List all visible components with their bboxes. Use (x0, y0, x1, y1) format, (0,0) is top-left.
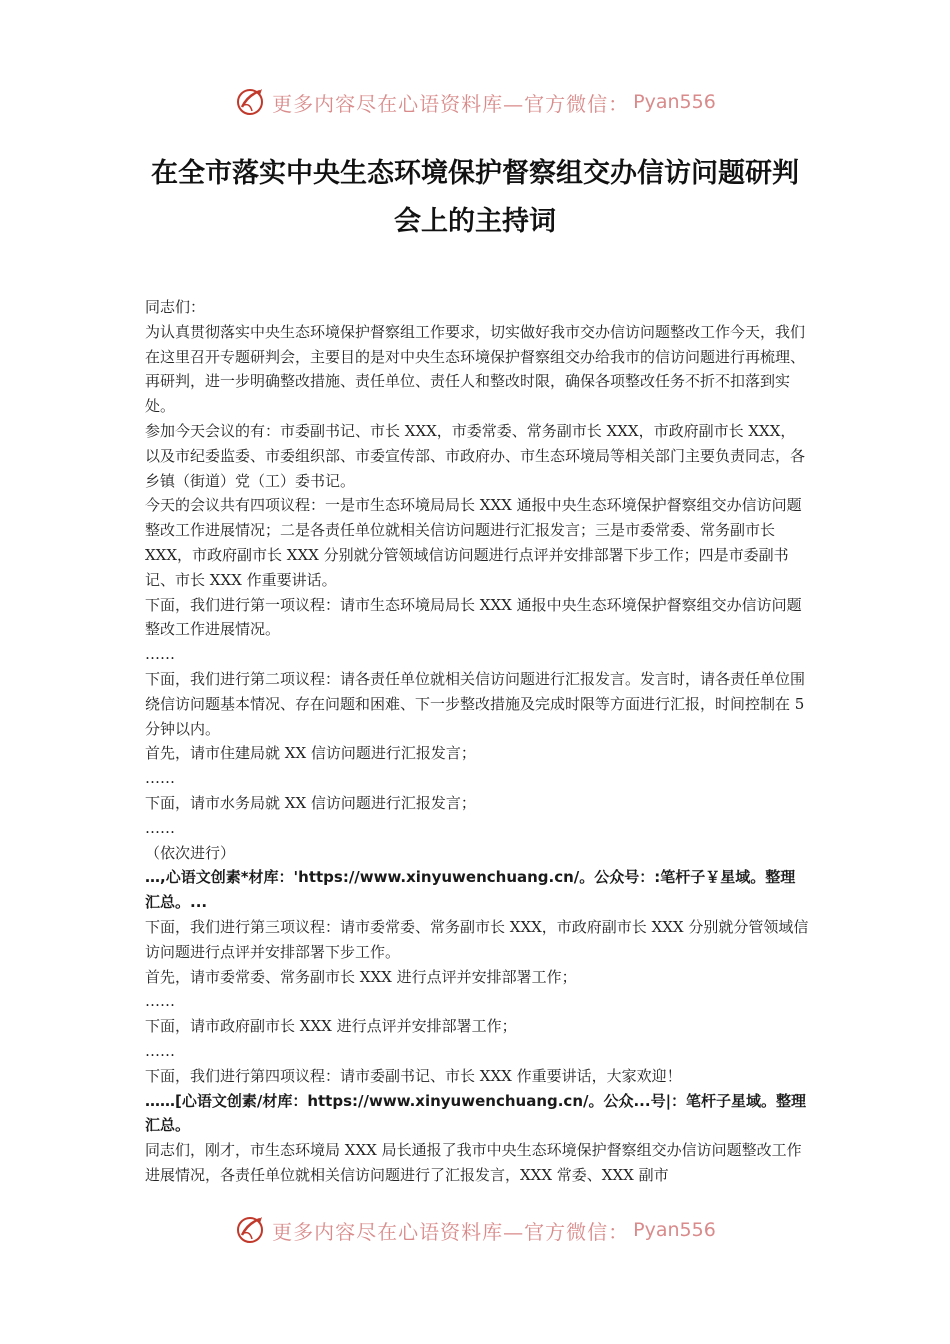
body-paragraph: 同志们： (145, 298, 206, 316)
body-paragraph: …… (145, 992, 175, 1011)
ad-paragraph: ……[心语文创素/材库：https://www.xinyuwenchuang.cn/。公众...号|：笔杆子星域。整理汇总。 (145, 1091, 807, 1135)
body-paragraph: 下面，我们进行第三项议程：请市委常委、常务副市长 XXX，市政府副市长 XXX 分别就分管领域信访问题进行点评并安排部署下步工作。 (145, 917, 809, 961)
banner-wechat-id: Pyan556 (633, 91, 716, 113)
body-paragraph: 首先，请市住建局就 XX 信访问题进行汇报发言； (145, 744, 476, 763)
body-paragraph: 首先，请市委常委、常务副市长 XXX 进行点评并安排部署工作； (145, 967, 577, 986)
body-paragraph: 同志们，刚才，市生态环境局 XXX 局长通报了我市中央生态环境保护督察组交办信访问题整改工作进展情况，各责任单位就相关信访问题进行了汇报发言，XXX 常委、XXX 副市 (145, 1141, 802, 1184)
body-paragraph: …… (145, 645, 175, 664)
document-title: 在全市落实中央生态环境保护督察组交办信访问题研判会上的主持词 (151, 158, 799, 237)
header-banner (0, 82, 950, 122)
banner-text: 更多内容尽在心语资料库—官方微信： (272, 91, 630, 116)
banner-text: 更多内容尽在心语资料库—官方微信： (272, 1219, 630, 1244)
body-paragraph: 下面，请市水务局就 XX 信访问题进行汇报发言； (145, 793, 476, 812)
document-body (145, 295, 810, 1188)
body-paragraph: 今天的会议共有四项议程：一是市生态环境局局长 XXX 通报中央生态环境保护督察组交办信访问题整改工作进展情况；二是各责任单位就相关信访问题进行汇报发言；三是市委常委、常务副市长 XXX，市政府副市长 XXX 分别就分管领域信访问题进行点评并安排部署下步工作；四是市委副书记、市长 XXX 作重要讲话。 (145, 496, 802, 589)
body-paragraph: （依次进行） (145, 843, 236, 862)
body-paragraph: 下面，我们进行第一项议程：请市生态环境局局长 XXX 通报中央生态环境保护督察组交办信访问题整改工作进展情况。 (145, 595, 802, 639)
body-paragraph: 参加今天会议的有：市委副书记、市长 XXX，市委常委、常务副市长 XXX，市政府副市长 XXX，以及市纪委监委、市委组织部、市委宣传部、市政府办、市生态环境局等相关部门主要负责同志，各乡镇（街道）党（工）委书记。 (145, 421, 806, 490)
pen-logo-icon (234, 85, 268, 119)
body-paragraph: 下面，我们进行第四项议程：请市委副书记、市长 XXX 作重要讲话，大家欢迎！ (145, 1066, 682, 1085)
banner-wechat-id: Pyan556 (633, 1219, 716, 1241)
footer-banner (0, 1210, 950, 1250)
body-paragraph: …… (145, 769, 175, 788)
body-paragraph: …… (145, 818, 175, 837)
body-paragraph: …… (145, 1041, 175, 1060)
body-paragraph: 为认真贯彻落实中央生态环境保护督察组工作要求，切实做好我市交办信访问题整改工作今天，我们在这里召开专题研判会，主要目的是对中央生态环境保护督察组交办给我市的信访问题进行再梳理、再研判，进一步明确整改措施、责任单位、责任人和整改时限，确保各项整改任务不折不扣落到实处。 (145, 322, 806, 416)
ad-paragraph: …,心语文创素*材库：'https://www.xinyuwenchuang.cn/。公众号：:笔杆子￥星域。整理汇总。... (145, 868, 796, 912)
body-paragraph: 下面，请市政府副市长 XXX 进行点评并安排部署工作； (145, 1017, 517, 1036)
pen-logo-icon (234, 1213, 268, 1247)
body-paragraph: 下面，我们进行第二项议程：请各责任单位就相关信访问题进行汇报发言。发言时，请各责任单位围绕信访问题基本情况、存在问题和困难、下一步整改措施及完成时限等方面进行汇报，时间控制在 5 分钟以内。 (145, 669, 806, 738)
